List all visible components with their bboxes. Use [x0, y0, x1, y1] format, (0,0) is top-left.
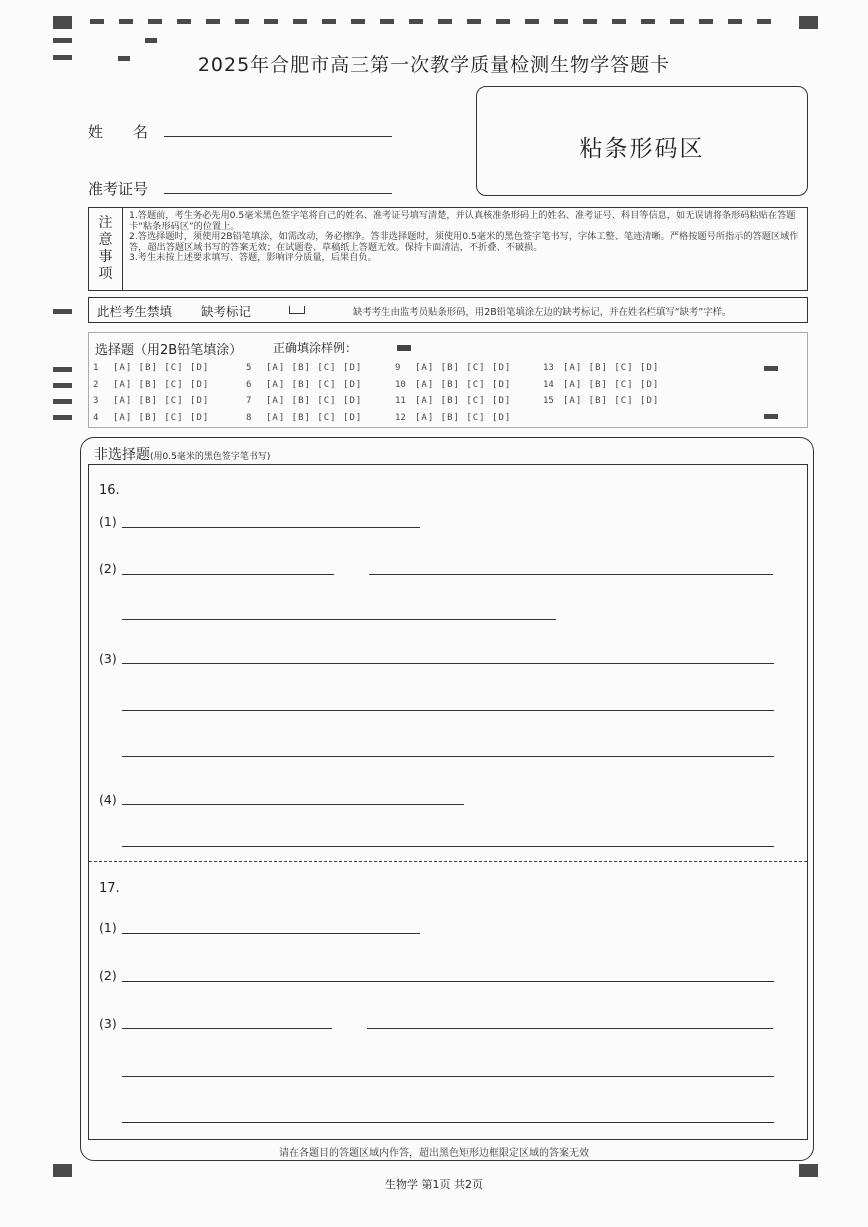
timing-mark-top-left — [53, 16, 72, 29]
choice-section — [88, 332, 808, 428]
timing-mark — [148, 19, 162, 24]
timing-mark — [757, 19, 771, 24]
timing-mark — [293, 19, 307, 24]
q16-part-4: (4) — [99, 792, 117, 807]
timing-mark — [264, 19, 278, 24]
choice-number: 10 — [395, 379, 406, 390]
choice-question-7[interactable] — [246, 396, 362, 406]
answer-line[interactable] — [122, 804, 464, 805]
answer-line[interactable] — [122, 846, 774, 847]
timing-mark — [206, 19, 220, 24]
answer-line[interactable] — [122, 1028, 332, 1029]
question-17-number: 17. — [99, 881, 120, 896]
answer-line[interactable] — [122, 663, 774, 664]
choice-options[interactable]: [A] [B] [C] [D] — [415, 363, 512, 373]
choice-number: 7 — [246, 396, 252, 406]
timing-mark — [496, 19, 510, 24]
answer-line[interactable] — [122, 933, 420, 934]
timing-mark — [554, 19, 568, 24]
fill-example-label: 正确填涂样例： — [273, 341, 358, 355]
choice-options[interactable]: [A] [B] [C] [D] — [113, 396, 210, 406]
question-divider — [89, 861, 807, 862]
choice-question-13[interactable] — [543, 363, 659, 373]
choice-question-12[interactable] — [395, 413, 511, 423]
timing-mark — [119, 19, 133, 24]
q16-part-3: (3) — [99, 651, 117, 666]
choice-number: 3 — [93, 396, 99, 406]
choice-options[interactable]: [A] [B] [C] [D] — [266, 396, 363, 406]
fill-example-mark — [397, 345, 411, 351]
choice-options[interactable]: [A] [B] [C] [D] — [415, 396, 512, 406]
page-title: 2025年合肥市高三第一次教学质量检测生物学答题卡 — [197, 54, 671, 76]
timing-mark — [583, 19, 597, 24]
timing-mark — [53, 399, 72, 404]
choice-question-14[interactable] — [543, 380, 659, 390]
timing-mark — [409, 19, 423, 24]
question-16-number: 16. — [99, 483, 120, 498]
timing-mark — [177, 19, 191, 24]
timing-mark — [699, 19, 713, 24]
choice-options[interactable]: [A] [B] [C] [D] — [266, 363, 363, 373]
absent-mark-box[interactable] — [289, 306, 305, 314]
choice-number: 12 — [395, 412, 406, 423]
timing-mark — [322, 19, 336, 24]
timing-mark — [53, 383, 72, 388]
absent-instruction: 缺考考生由监考员贴条形码，用2B铅笔填涂左边的缺考标记，并在姓名栏填写“缺考”字样。 — [353, 307, 732, 318]
notice-text — [129, 211, 801, 264]
notice-item: 3.考生未按上述要求填写、答题，影响评分质量，后果自负。 — [129, 252, 377, 263]
exam-id-field[interactable] — [164, 193, 392, 194]
choice-number: 13 — [543, 363, 554, 373]
q16-part-2: (2) — [99, 561, 117, 576]
choice-question-2[interactable] — [93, 380, 209, 390]
timing-mark — [53, 367, 72, 372]
choice-options[interactable]: [A] [B] [C] [D] — [113, 379, 210, 390]
choice-question-5[interactable] — [246, 363, 362, 373]
timing-mark — [641, 19, 655, 24]
choice-question-15[interactable] — [543, 396, 659, 406]
answer-line[interactable] — [122, 981, 774, 982]
choice-number: 9 — [395, 363, 401, 373]
choice-number: 11 — [395, 396, 406, 406]
barcode-area[interactable] — [476, 86, 808, 196]
choice-question-6[interactable] — [246, 380, 362, 390]
choice-heading: 选择题（用2B铅笔填涂） — [95, 343, 243, 358]
timing-mark — [53, 415, 72, 420]
answer-heading: 非选择题(用0.5毫米的黑色签字笔书写) — [94, 447, 271, 463]
q16-part-1: (1) — [99, 514, 117, 529]
exam-id-label: 准考证号 — [88, 180, 149, 198]
timing-mark — [235, 19, 249, 24]
choice-question-9[interactable] — [395, 363, 511, 373]
choice-number: 4 — [93, 412, 99, 423]
choice-number: 15 — [543, 396, 554, 406]
choice-question-11[interactable] — [395, 396, 511, 406]
answer-box — [88, 464, 808, 1140]
choice-number: 8 — [246, 412, 252, 423]
choice-options[interactable]: [A] [B] [C] [D] — [415, 379, 512, 390]
timing-mark — [351, 19, 365, 24]
choice-options[interactable]: [A] [B] [C] [D] — [563, 363, 660, 373]
notice-label: 注 意 事 项 — [89, 208, 123, 290]
choice-options[interactable]: [A] [B] [C] [D] — [113, 412, 210, 423]
timing-mark-top-right — [799, 16, 818, 29]
answer-line[interactable] — [369, 574, 773, 575]
page-footer: 生物学 第1页 共2页 — [385, 1178, 483, 1191]
notice-box — [88, 207, 808, 291]
choice-options[interactable]: [A] [B] [C] [D] — [266, 379, 363, 390]
choice-question-8[interactable] — [246, 413, 362, 423]
timing-mark — [670, 19, 684, 24]
choice-number: 14 — [543, 379, 554, 390]
absent-mark-label: 缺考标记 — [201, 304, 252, 319]
timing-mark — [728, 19, 742, 24]
choice-number: 1 — [93, 363, 99, 373]
timing-mark — [467, 19, 481, 24]
answer-line[interactable] — [122, 756, 774, 757]
choice-options[interactable]: [A] [B] [C] [D] — [563, 379, 660, 390]
timing-mark — [53, 309, 72, 314]
choice-options[interactable]: [A] [B] [C] [D] — [415, 412, 512, 423]
timing-mark — [145, 38, 157, 43]
q17-part-1: (1) — [99, 920, 117, 935]
choice-question-1[interactable] — [93, 363, 209, 373]
timing-mark — [525, 19, 539, 24]
answer-line[interactable] — [122, 710, 774, 711]
choice-options[interactable]: [A] [B] [C] [D] — [113, 363, 210, 373]
timing-mark — [90, 19, 104, 24]
choice-question-4[interactable] — [93, 413, 209, 423]
answer-area-warning: 请在各题目的答题区域内作答，超出黑色矩形边框限定区域的答案无效 — [279, 1148, 589, 1159]
timing-mark — [438, 19, 452, 24]
choice-question-3[interactable] — [93, 396, 209, 406]
choice-number: 5 — [246, 363, 252, 373]
timing-mark — [53, 38, 72, 43]
choice-question-10[interactable] — [395, 380, 511, 390]
q17-part-2: (2) — [99, 968, 117, 983]
answer-line[interactable] — [122, 1122, 774, 1123]
answer-heading-note: (用0.5毫米的黑色签字笔书写) — [150, 452, 271, 462]
absent-row-label: 此栏考生禁填 — [97, 304, 173, 319]
notice-item: 2.答选择题时，须使用2B铅笔填涂，如需改动，务必擦净。答非选择题时，须使用0.5毫米的黑色签字笔书写，字体工整、笔迹清晰。严格按题号所指示的答题区域作答，超出答题区域书写的答案无效；在试题卷、草稿纸上答题无效。保持卡面清洁，不折叠、不破损。 — [129, 231, 799, 253]
answer-line[interactable] — [122, 574, 334, 575]
barcode-area-label: 粘条形码区 — [579, 136, 705, 162]
name-field[interactable] — [164, 136, 392, 137]
notice-item: 1.答题前，考生务必先用0.5毫米黑色签字笔将自己的姓名、准考证号填写清楚，并认真核准条形码上的姓名、准考证号、科目等信息，如无误请将条形码粘贴在答题卡“粘条形码区”的位置上。 — [129, 210, 796, 232]
absent-row — [88, 297, 808, 323]
q17-part-3: (3) — [99, 1016, 117, 1031]
answer-line[interactable] — [122, 619, 556, 620]
choice-number: 2 — [93, 379, 99, 390]
answer-line[interactable] — [122, 527, 420, 528]
timing-mark — [380, 19, 394, 24]
answer-line[interactable] — [367, 1028, 773, 1029]
choice-options[interactable]: [A] [B] [C] [D] — [266, 412, 363, 423]
choice-options[interactable]: [A] [B] [C] [D] — [563, 396, 660, 406]
timing-mark — [612, 19, 626, 24]
answer-line[interactable] — [122, 1076, 774, 1077]
name-label: 姓 名 — [88, 123, 149, 141]
choice-number: 6 — [246, 379, 252, 390]
